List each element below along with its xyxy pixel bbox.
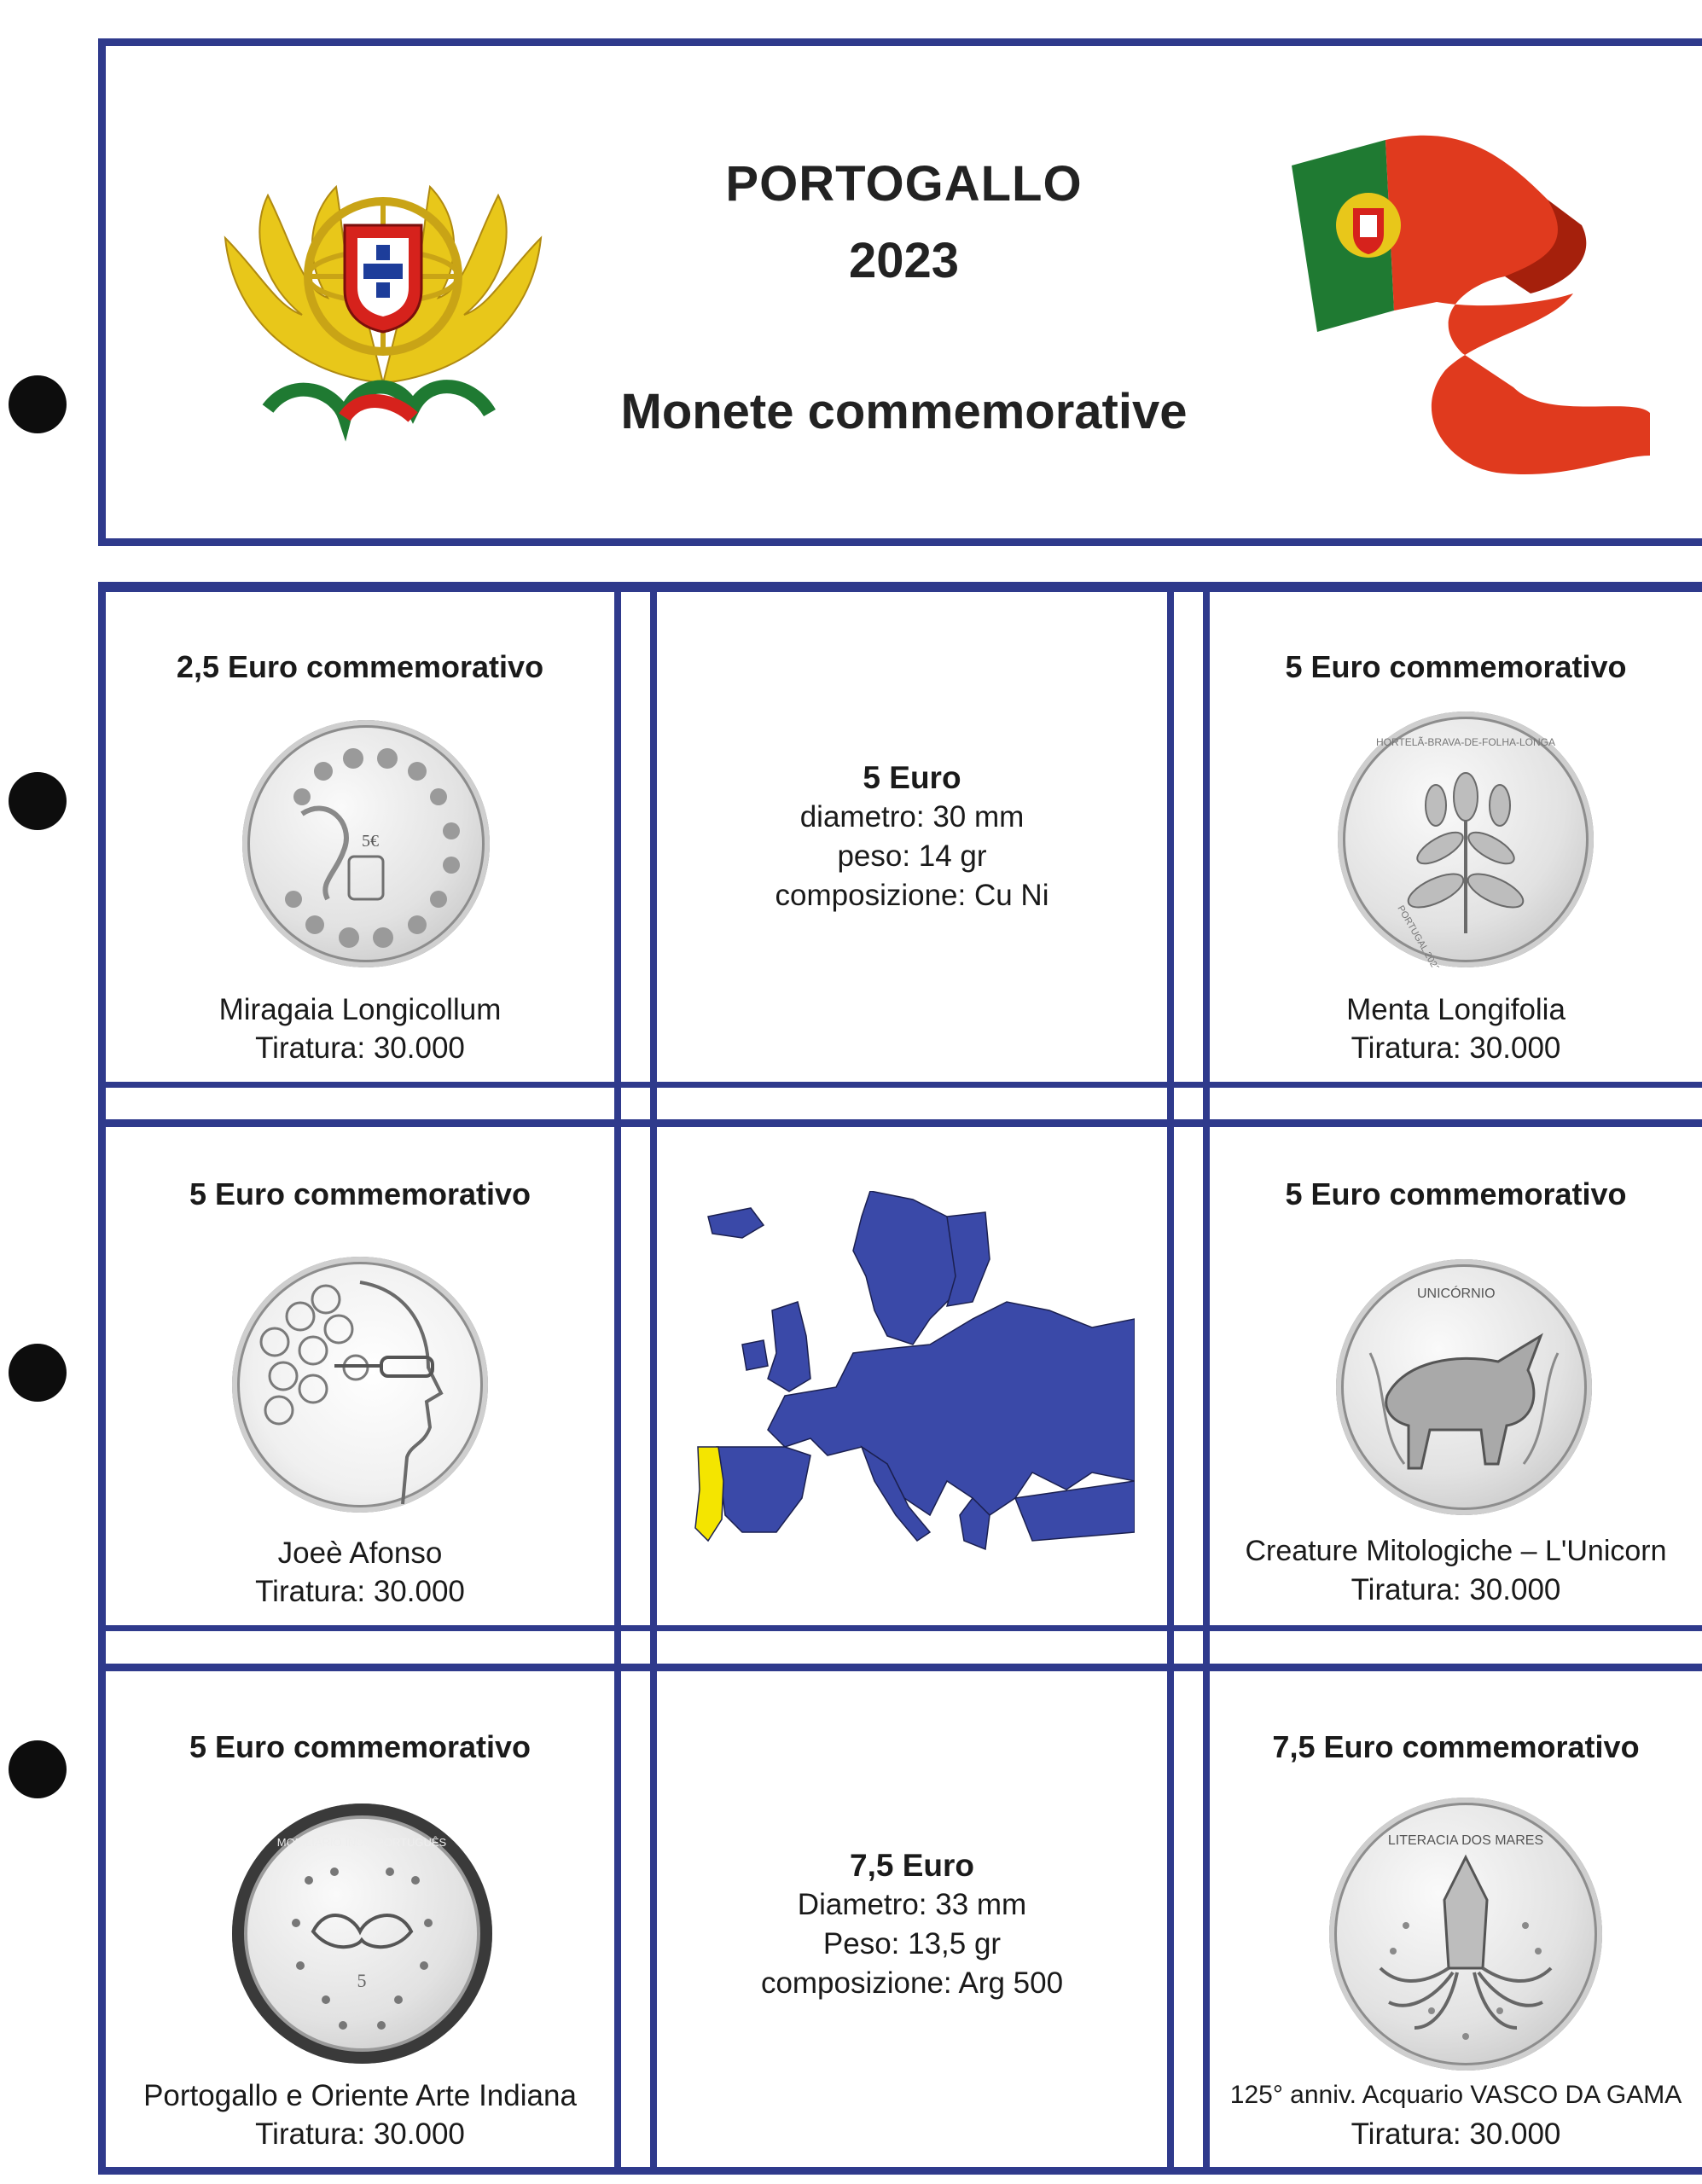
coin-value-label: 5€ [362, 832, 379, 851]
spec-line: peso: 14 gr [837, 839, 987, 873]
unicorn-icon [1336, 1259, 1592, 1515]
spec-line: diametro: 30 mm [799, 800, 1025, 834]
spec-line: Diametro: 33 mm [797, 1888, 1027, 1921]
coin-name: 125° anniv. Acquario VASCO DA GAMA [1229, 2081, 1682, 2109]
coin-rim-text: HORTELÃ-BRAVA-DE-FOLHA-LONGA [1375, 736, 1556, 748]
binder-hole [9, 772, 67, 830]
coin-title: 5 Euro commemorativo [1285, 649, 1627, 684]
coin-title: 5 Euro commemorativo [1285, 1176, 1627, 1211]
coin-card [106, 1127, 614, 1625]
coin-rim-text: MOBILIÁRIO INDO-PORTUGUÊS [276, 1836, 447, 1849]
coin-mintage: Tiratura: 30.000 [1351, 1031, 1561, 1065]
frame-bar [1167, 582, 1174, 2175]
coin-image [242, 720, 490, 967]
spec-line: composizione: Cu Ni [775, 879, 1049, 912]
coin-year-text: PORTUGAL 2023 [1395, 903, 1442, 967]
frame-bar [98, 1664, 1702, 1671]
coin-title: 5 Euro commemorativo [189, 1729, 532, 1764]
coin-card [106, 592, 614, 1082]
coin-image [1338, 712, 1594, 967]
coin-card [1210, 1671, 1702, 2167]
spec-heading: 7,5 Euro [850, 1848, 974, 1883]
frame-bar [614, 582, 621, 2175]
coin-name: Menta Longifolia [1346, 993, 1565, 1026]
coin-image [1336, 1259, 1592, 1515]
coin-rim-text: UNICÓRNIO [1417, 1287, 1496, 1301]
coin-rim-text: LITERACIA DOS MARES [1387, 1833, 1544, 1848]
coin-mintage: Tiratura: 30.000 [255, 1575, 465, 1608]
map-card [657, 1127, 1167, 1625]
frame-bar [650, 582, 657, 2175]
coin-card [1210, 1127, 1702, 1625]
page-header [98, 38, 1702, 546]
coin-image [232, 1804, 492, 2064]
mint-plant-icon [1338, 712, 1594, 967]
coin-value-label: 5 [357, 1970, 367, 1991]
header-year: 2023 [848, 233, 960, 288]
spec-line: Peso: 13,5 gr [822, 1927, 1002, 1960]
coin-card [1210, 592, 1702, 1082]
coin-mintage: Tiratura: 30.000 [255, 1031, 465, 1065]
coin-name: Joeè Afonso [277, 1536, 443, 1570]
frame-bar [98, 2167, 1702, 2175]
spec-card [657, 1671, 1167, 2167]
portrait-profile-icon [232, 1257, 488, 1513]
frame-bar [98, 582, 1702, 592]
coin-mintage: Tiratura: 30.000 [255, 2117, 465, 2151]
binder-hole [9, 1740, 67, 1798]
frame-bar [98, 1625, 1702, 1631]
coin-title: 5 Euro commemorativo [189, 1176, 532, 1211]
coin-title: 2,5 Euro commemorativo [176, 649, 544, 684]
squid-octopus-icon [1329, 1798, 1602, 2071]
indo-portuguese-furniture-icon [232, 1804, 492, 2064]
miragaia-dinosaur-icon [242, 720, 490, 967]
europe-map-image [691, 1191, 1135, 1600]
coin-image [1329, 1798, 1602, 2071]
spec-heading: 5 Euro [863, 760, 961, 795]
spec-block [657, 1846, 1167, 2003]
binder-hole [9, 1344, 67, 1402]
coin-name: Miragaia Longicollum [218, 993, 502, 1026]
spec-card [657, 592, 1167, 1082]
binder-hole [9, 375, 67, 433]
coin-name: Creature Mitologiche – L'Unicorn [1245, 1535, 1667, 1567]
frame-bar [98, 582, 106, 2175]
coin-image [232, 1257, 488, 1513]
coin-mintage: Tiratura: 30.000 [1351, 2117, 1561, 2151]
frame-bar [1203, 582, 1210, 2175]
header-subtitle: Monete commemorative [620, 384, 1188, 439]
frame-bar [98, 1119, 1702, 1127]
spec-line: composizione: Arg 500 [760, 1966, 1064, 2000]
coin-title: 7,5 Euro commemorativo [1272, 1729, 1640, 1764]
coin-card [106, 1671, 614, 2167]
portugal-highlight [695, 1447, 723, 1541]
frame-bar [98, 1082, 1702, 1088]
header-country: PORTOGALLO [725, 156, 1083, 212]
coin-name: Portogallo e Oriente Arte Indiana [143, 2079, 577, 2112]
spec-block [657, 758, 1167, 915]
coin-mintage: Tiratura: 30.000 [1351, 1573, 1561, 1606]
portugal-flag-icon [1292, 131, 1667, 498]
